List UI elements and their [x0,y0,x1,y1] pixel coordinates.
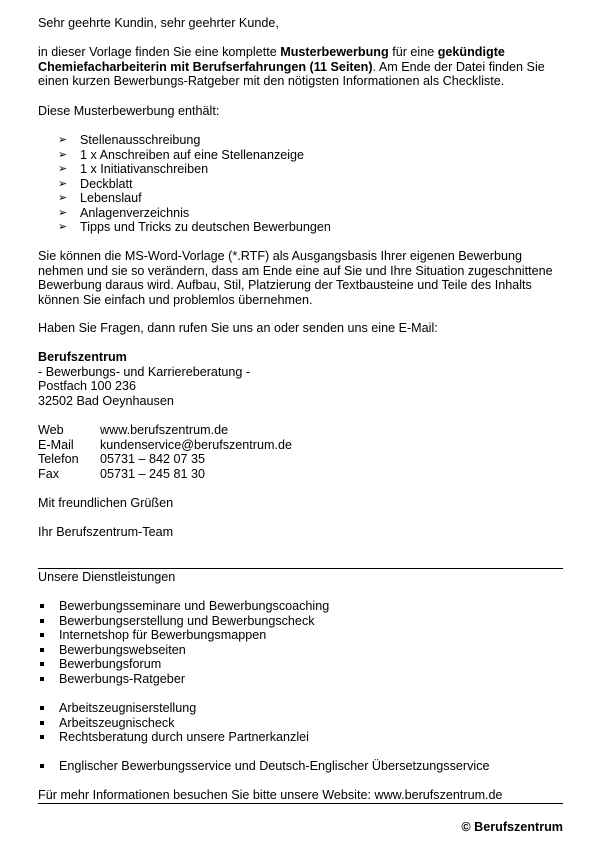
list-item-label: Rechtsberatung durch unsere Partnerkanzlei [59,730,309,744]
questions-line: Haben Sie Fragen, dann rufen Sie uns an oder senden uns eine E-Mail: [38,321,438,335]
square-bullet-icon [40,648,44,652]
intro-text-3: . Am Ende der Datei finden Sie einen kurzen Bewerbungs-Ratgeber mit den nötigsten Informationen als Checkliste. [38,59,545,88]
list-item [58,133,331,148]
list-item [58,191,331,206]
arrow-bullet-icon: ➢ [58,192,68,204]
list-item-label: Tipps und Tricks zu deutschen Bewerbungen [80,220,331,234]
list-item-label: 1 x Initiativanschreiben [80,162,209,176]
list-item [38,672,329,687]
fax-value: 05731 – 245 81 30 [100,466,206,481]
list-item-label: Bewerbungsseminare und Bewerbungscoaching [59,599,330,613]
services-list-1 [38,599,329,686]
services-list-3 [38,759,490,774]
list-item [58,162,331,177]
square-bullet-icon [40,735,44,739]
template-usage-paragraph: Sie können die MS-Word-Vorlage (*.RTF) als Ausgangsbasis Ihrer eigenen Bewerbung nehmen und sie so verändern, dass am Ende eine auf Sie und Ihre Situation zugeschnittene Bewerbung daraus wird. Aufbau, Stil, Platzierung der Textbausteine und Teile des Inhalts können Sie einfach und problemlos übernehmen. [38,249,553,307]
list-item [58,148,331,163]
list-item-label: Arbeitszeugniserstellung [59,701,197,715]
list-item-label: Stellenausschreibung [80,133,201,147]
contact-row-phone [38,452,292,467]
arrow-bullet-icon: ➢ [58,163,68,175]
email-link[interactable]: kundenservice@berufszentrum.de [100,437,292,452]
divider [38,568,563,569]
list-item-label: Bewerbungswebseiten [59,642,186,657]
list-item [38,759,490,774]
closing: Mit freundlichen Grüßen [38,496,174,510]
contact-row-fax [38,467,292,482]
list-item [38,730,309,745]
square-bullet-icon [40,706,44,710]
list-item [38,657,329,672]
intro-bold-1: Musterbewerbung [280,45,389,59]
contact-block [38,423,292,481]
city: 32502 Bad Oeynhausen [38,393,174,408]
square-bullet-icon [40,662,44,666]
arrow-bullet-icon: ➢ [58,221,68,233]
square-bullet-icon [40,604,44,608]
list-item [38,628,329,643]
square-bullet-icon [40,633,44,637]
intro-bold-2: gekündigte Chemiefacharbeiterin mit Berufserfahrungen (11 Seiten) [38,45,505,74]
signature-team: Ihr Berufszentrum-Team [38,525,174,539]
arrow-bullet-icon: ➢ [58,134,68,146]
contents-list [58,133,331,235]
services-heading: Unsere Dienstleistungen [38,570,176,584]
contact-label: Web [38,423,64,437]
divider [38,803,563,804]
intro-paragraph [38,45,560,89]
company-name: Berufszentrum [38,350,127,364]
more-info-line: Für mehr Informationen besuchen Sie bitte unsere Website: www.berufszentrum.de [38,788,503,802]
list-item [38,643,329,658]
list-item-label: Deckblatt [80,176,133,191]
list-item-label: Bewerbungserstellung und Bewerbungscheck [59,613,315,628]
address-block [38,350,250,408]
postbox: Postfach 100 236 [38,379,137,393]
list-item [38,614,329,629]
intro-text-1: in dieser Vorlage finden Sie eine komplette [38,45,281,59]
square-bullet-icon [40,619,44,623]
company-subtitle: - Bewerbungs- und Karriereberatung - [38,364,251,379]
contact-label: Telefon [38,452,79,466]
list-item [58,177,331,192]
list-item [58,206,331,221]
contact-row-web [38,423,292,438]
greeting: Sehr geehrte Kundin, sehr geehrter Kunde, [38,16,279,30]
list-item-label: Arbeitszeugnischeck [59,715,175,730]
square-bullet-icon [40,764,44,768]
intro-text-2: für eine [388,45,438,59]
list-item-label: Internetshop für Bewerbungsmappen [59,628,267,642]
list-item-label: Anlagenverzeichnis [80,205,190,220]
arrow-bullet-icon: ➢ [58,177,68,190]
contact-label: Fax [38,466,59,481]
services-list-2 [38,701,309,745]
list-item [38,716,309,731]
contact-row-email [38,438,292,453]
list-item [38,599,329,614]
list-item [38,701,309,716]
phone-value: 05731 – 842 07 35 [100,452,206,466]
square-bullet-icon [40,721,44,725]
copyright-notice: © Berufszentrum [461,820,563,834]
square-bullet-icon [40,677,44,681]
arrow-bullet-icon: ➢ [58,148,68,161]
list-item-label: Englischer Bewerbungsservice und Deutsch-Englischer Übersetzungsservice [59,759,490,773]
contact-label: E-Mail [38,437,74,452]
list-item-label: Lebenslauf [80,191,142,205]
list-item-label: 1 x Anschreiben auf eine Stellenanzeige [80,147,305,162]
list-item-label: Bewerbungs-Ratgeber [59,671,186,686]
list-item-label: Bewerbungsforum [59,657,162,671]
web-link[interactable]: www.berufszentrum.de [100,423,229,437]
arrow-bullet-icon: ➢ [58,206,68,219]
list-item [58,220,331,235]
contents-heading: Diese Musterbewerbung enthält: [38,104,220,118]
